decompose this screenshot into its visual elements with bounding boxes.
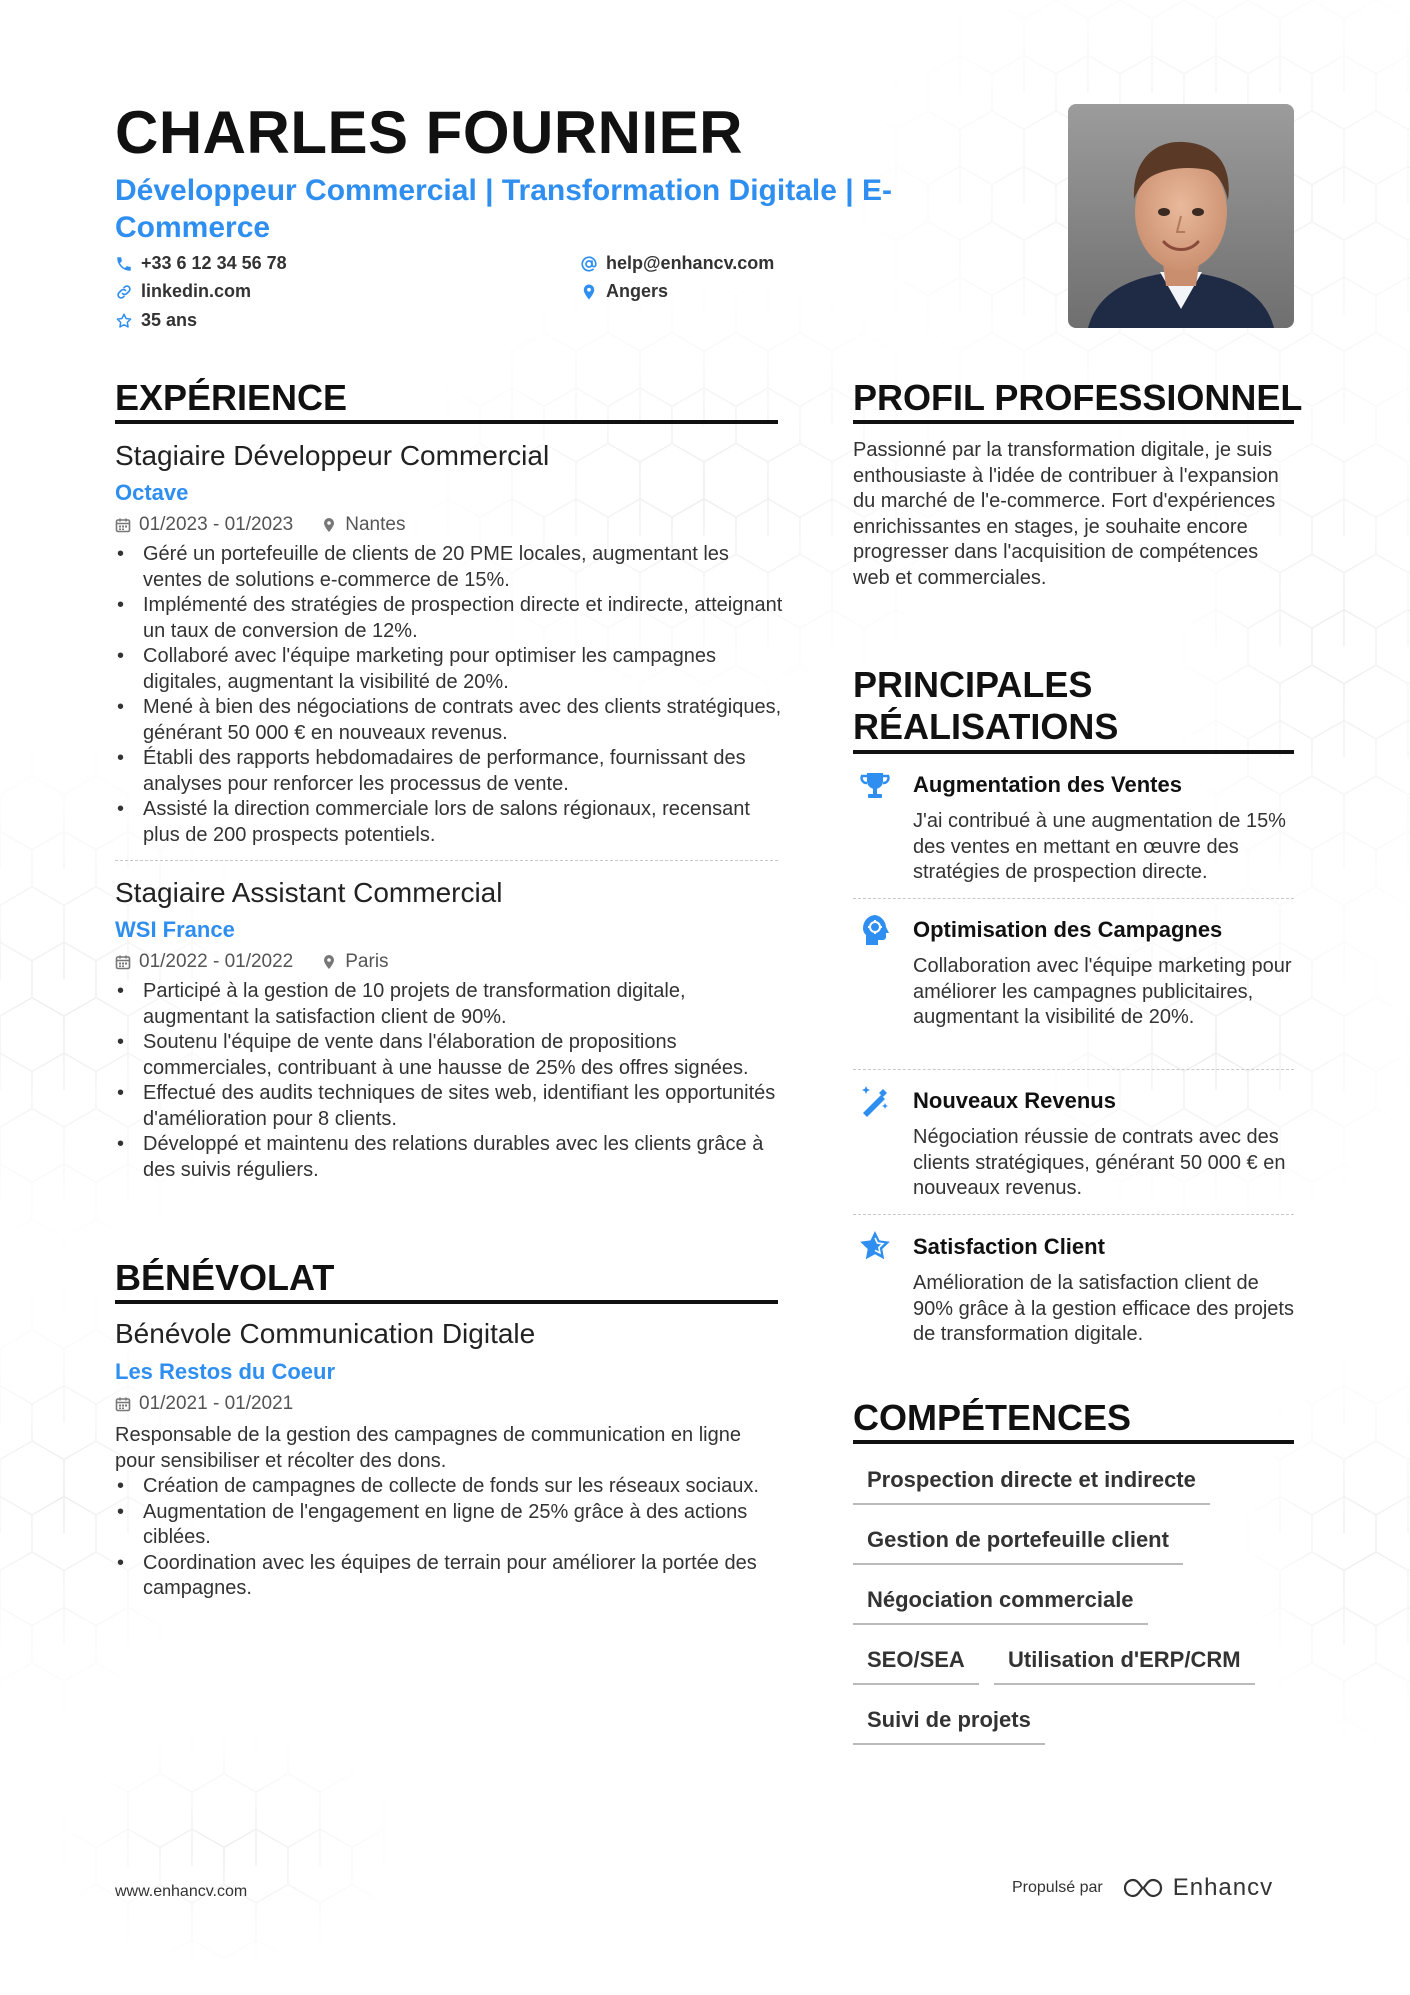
list-item: • Augmentation de l'engagement en ligne de 25% grâce à des actions ciblées. bbox=[115, 1500, 783, 1551]
job-dates: 01/2022 - 01/2022 bbox=[139, 951, 294, 972]
skill-tag: Gestion de portefeuille client bbox=[853, 1527, 1183, 1565]
divider bbox=[853, 1214, 1294, 1215]
job-bullets bbox=[115, 979, 783, 1183]
location-pin-icon bbox=[321, 954, 337, 970]
list-item: • Géré un portefeuille de clients de 20 PME locales, augmentant les ventes de solutions e-commerce de 15%. bbox=[115, 542, 783, 593]
enhancv-logo-icon bbox=[1121, 1876, 1165, 1900]
achievement-title: Augmentation des Ventes bbox=[913, 772, 1182, 797]
skill-tag: SEO/SEA bbox=[853, 1647, 979, 1685]
website-text: linkedin.com bbox=[141, 281, 252, 301]
volunteer-role: Bénévole Communication Digitale bbox=[115, 1318, 536, 1349]
brain-head-icon bbox=[857, 912, 893, 948]
section-title-volunteer: BÉNÉVOLAT bbox=[115, 1257, 335, 1298]
job-role: Stagiaire Développeur Commercial bbox=[115, 440, 550, 471]
section-title-skills: COMPÉTENCES bbox=[853, 1397, 1132, 1438]
location-pin-icon bbox=[580, 283, 598, 301]
list-item: • Effectué des audits techniques de sites web, identifiant les opportunités d'amélioration pour 8 clients. bbox=[115, 1081, 783, 1132]
section-rule bbox=[853, 750, 1294, 754]
achievement-title: Optimisation des Campagnes bbox=[913, 917, 1223, 942]
achievement-desc: Collaboration avec l'équipe marketing pour améliorer les campagnes publicitaires, augmentant la visibilité de 20%. bbox=[913, 955, 1292, 1028]
divider bbox=[853, 1069, 1294, 1070]
volunteer-dates: 01/2021 - 01/2021 bbox=[139, 1393, 294, 1414]
section-rule bbox=[115, 420, 778, 424]
volunteer-bullets bbox=[115, 1474, 783, 1602]
list-item: • Mené à bien des négociations de contrats avec des clients stratégiques, générant 50 000 € en nouveaux revenus. bbox=[115, 695, 783, 746]
list-item: • Assisté la direction commerciale lors de salons régionaux, recensant plus de 200 prospects potentiels. bbox=[115, 797, 783, 848]
calendar-icon bbox=[115, 517, 131, 533]
section-title-line: PRINCIPALES bbox=[853, 664, 1093, 705]
skill-tag: Utilisation d'ERP/CRM bbox=[994, 1647, 1255, 1685]
link-icon bbox=[115, 283, 133, 301]
contact-email[interactable] bbox=[580, 253, 774, 274]
job-dates: 01/2023 - 01/2023 bbox=[139, 514, 294, 535]
job-role: Stagiaire Assistant Commercial bbox=[115, 877, 503, 908]
candidate-name: CHARLES FOURNIER bbox=[115, 99, 744, 166]
location-pin-icon bbox=[321, 517, 337, 533]
skill-tag: Suivi de projets bbox=[853, 1707, 1045, 1745]
contact-phone[interactable] bbox=[115, 253, 287, 274]
achievement-desc: Négociation réussie de contrats avec des clients stratégiques, générant 50 000 € en nouveaux revenus. bbox=[913, 1126, 1286, 1199]
footer-website[interactable]: www.enhancv.com bbox=[115, 1883, 248, 1900]
at-sign-icon bbox=[580, 255, 598, 273]
job-company: Octave bbox=[115, 480, 189, 505]
calendar-icon bbox=[115, 1396, 131, 1412]
headline: Développeur Commercial | Transformation Digitale | E-Commerce bbox=[115, 174, 892, 244]
section-title-profile: PROFIL PROFESSIONNEL bbox=[853, 377, 1303, 418]
section-rule bbox=[853, 420, 1294, 424]
list-item: • Soutenu l'équipe de vente dans l'élaboration de propositions commerciales, contribuant à une hausse de 25% des offres signées. bbox=[115, 1030, 783, 1081]
contact-location bbox=[580, 281, 668, 302]
magic-wand-icon bbox=[857, 1081, 893, 1117]
section-rule bbox=[853, 1440, 1294, 1444]
section-title-line: RÉALISATIONS bbox=[853, 706, 1119, 747]
section-title-achievements bbox=[853, 664, 1118, 748]
job-location: Paris bbox=[345, 951, 389, 972]
powered-by-label: Propulsé par bbox=[1012, 1879, 1103, 1896]
contact-age bbox=[115, 310, 197, 331]
email-text: help@enhancv.com bbox=[606, 253, 775, 273]
list-item: • Participé à la gestion de 10 projets de transformation digitale, augmentant la satisfaction client de 90%. bbox=[115, 979, 783, 1030]
age-text: 35 ans bbox=[141, 310, 198, 330]
list-item: • Coordination avec les équipes de terrain pour améliorer la portée des campagnes. bbox=[115, 1551, 783, 1602]
job-meta bbox=[115, 951, 389, 973]
section-rule bbox=[115, 1300, 778, 1304]
profile-photo bbox=[1068, 104, 1294, 328]
list-item: • Création de campagnes de collecte de fonds sur les réseaux sociaux. bbox=[115, 1474, 783, 1500]
profile-summary: Passionné par la transformation digitale, je suis enthousiaste à l'idée de contribuer à l'expansion du marché de l'e-commerce. Fort d'expériences enrichissantes en stages, je souhaite encore progresser dans l'acquisition de compétences web et commerciales. bbox=[853, 439, 1279, 589]
job-meta bbox=[115, 514, 405, 536]
list-item: • Implémenté des stratégies de prospection directe et indirecte, atteignant un taux de conversion de 12%. bbox=[115, 593, 783, 644]
list-item: • Collaboré avec l'équipe marketing pour optimiser les campagnes digitales, augmentant la visibilité de 20%. bbox=[115, 644, 783, 695]
brand-name: Enhancv bbox=[1172, 1874, 1274, 1901]
volunteer-meta bbox=[115, 1393, 293, 1415]
divider bbox=[115, 860, 778, 861]
star-outline-icon bbox=[115, 312, 133, 330]
section-title-experience: EXPÉRIENCE bbox=[115, 377, 348, 418]
skill-tag: Négociation commerciale bbox=[853, 1587, 1148, 1625]
achievement-desc: Amélioration de la satisfaction client de 90% grâce à la gestion efficace des projets de transformation digitale. bbox=[913, 1272, 1294, 1345]
divider bbox=[853, 898, 1294, 899]
achievement-title: Nouveaux Revenus bbox=[913, 1088, 1116, 1113]
calendar-icon bbox=[115, 954, 131, 970]
job-company: WSI France bbox=[115, 917, 235, 942]
star-icon bbox=[857, 1228, 893, 1264]
volunteer-summary: Responsable de la gestion des campagnes de communication en ligne pour sensibiliser et récolter des dons. bbox=[115, 1424, 741, 1472]
job-location: Nantes bbox=[345, 514, 406, 535]
achievement-desc: J'ai contribué à une augmentation de 15% des ventes en mettant en œuvre des stratégies de prospection directe. bbox=[913, 810, 1286, 883]
skill-tag: Prospection directe et indirecte bbox=[853, 1467, 1210, 1505]
location-text: Angers bbox=[606, 281, 669, 301]
phone-text: +33 6 12 34 56 78 bbox=[141, 253, 287, 273]
list-item: • Développé et maintenu des relations durables avec les clients grâce à des suivis réguliers. bbox=[115, 1132, 783, 1183]
trophy-icon bbox=[857, 768, 893, 804]
contact-website[interactable] bbox=[115, 281, 251, 302]
list-item: • Établi des rapports hebdomadaires de performance, fournissant des analyses pour renforcer les processus de vente. bbox=[115, 746, 783, 797]
volunteer-organization: Les Restos du Coeur bbox=[115, 1359, 336, 1384]
footer-branding[interactable] bbox=[1012, 1874, 1273, 1902]
achievement-title: Satisfaction Client bbox=[913, 1234, 1105, 1259]
phone-icon bbox=[115, 255, 133, 273]
job-bullets bbox=[115, 542, 783, 848]
